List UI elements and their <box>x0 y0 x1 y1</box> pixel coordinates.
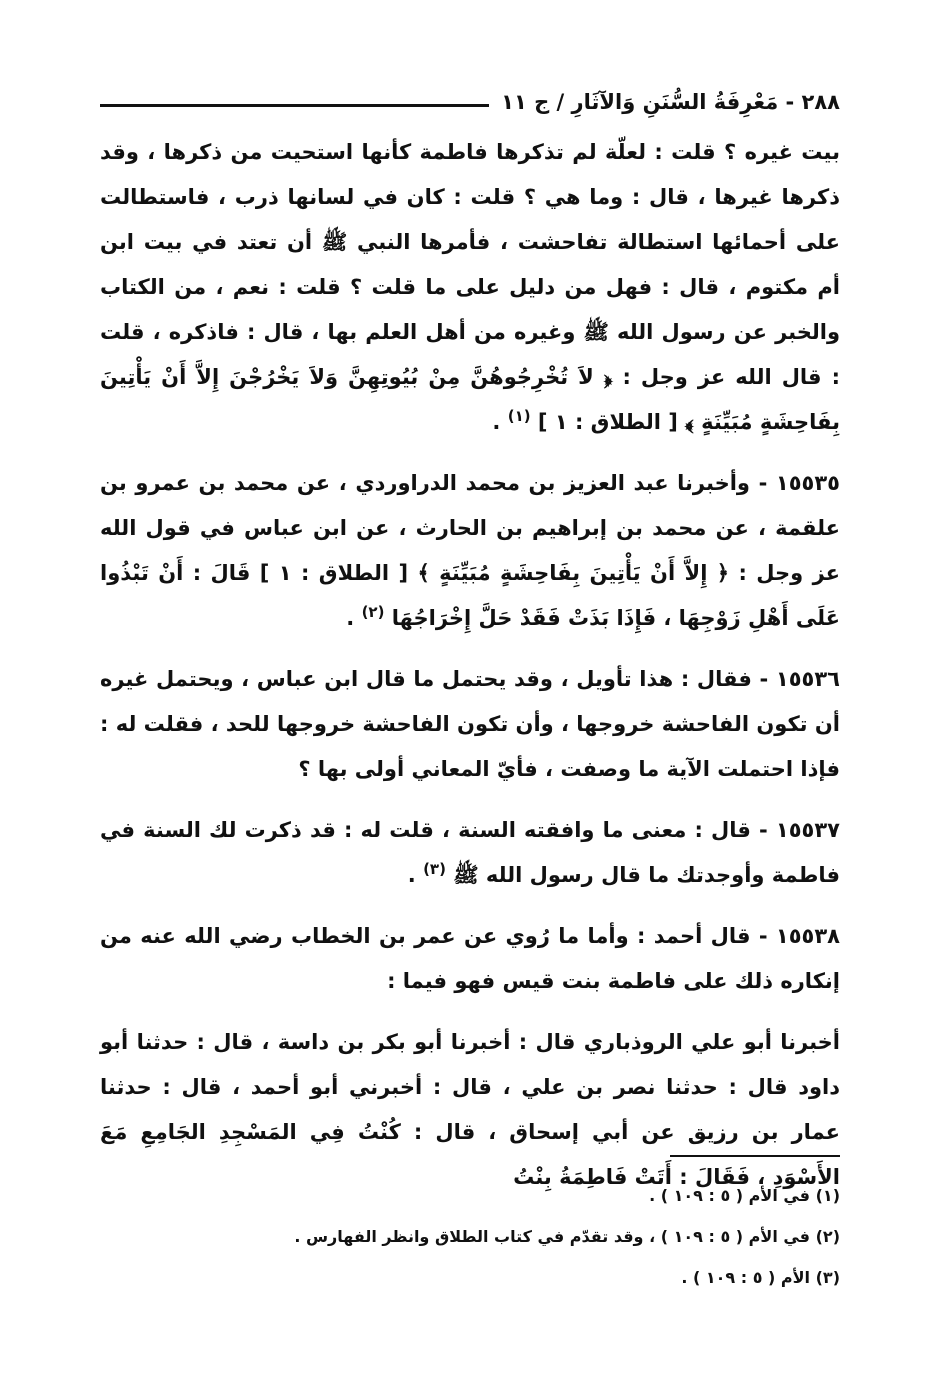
page <box>100 80 840 1320</box>
footnote-marker: (١) <box>507 407 531 425</box>
paragraph <box>100 914 840 1004</box>
paragraph-end: . <box>407 863 416 887</box>
footnote-marker: (٣) <box>423 860 446 878</box>
paragraph <box>100 1020 840 1200</box>
footnote: (١) في الأم ( ٥ : ١٠٩ ) . <box>649 1186 840 1205</box>
paragraph-text: ١٥٥٣٥ - وأخبرنا عبد العزيز بن محمد الدراوردي ، عن محمد بن عمرو بن علقمة ، عن محمد بن إبراهيم بن الحارث ، عن ابن عباس في قول الله عز وجل : ﴿ إِلاَّ أَنْ يَأْتِينَ بِفَاحِشَةٍ مُبَيِّنَةٍ ﴾ [ الطلاق : ١ ] قَالَ : أَنْ تَبْذُوا عَلَى أَهْلِ زَوْجِهَا ، فَإِذَا بَذَتْ فَقَدْ حَلَّ إِخْرَاجُهَا <box>100 471 841 630</box>
main-text <box>100 130 840 1200</box>
paragraph <box>100 130 840 445</box>
paragraph-text: ١٥٥٣٦ - فقال : هذا تأويل ، وقد يحتمل ما قال ابن عباس ، ويحتمل غيره أن تكون الفاحشة خروجها ، وأن تكون الفاحشة خروجها للحد ، فقلت له : فإذا احتملت الآية ما وصفت ، فأيّ المعاني أولى بها ؟ <box>100 667 840 781</box>
paragraph-end: . <box>492 410 501 434</box>
header-rule <box>100 104 489 107</box>
footnote-rule <box>670 1155 840 1157</box>
footnote: (٢) في الأم ( ٥ : ١٠٩ ) ، وقد تقدّم في كتاب الطلاق وانظر الفهارس . <box>294 1227 840 1246</box>
running-header <box>100 80 840 116</box>
footnotes <box>100 1175 840 1298</box>
paragraph-text: بيت غيره ؟ قلت : لعلّة لم تذكرها فاطمة كأنها استحيت من ذكرها ، وقد ذكرها غيرها ، قال : وما هي ؟ قلت : كان في لسانها ذرب ، فاستطالت على أحمائها استطالة تفاحشت ، فأمرها النبي ﷺ أن تعتد في بيت ابن أم مكتوم ، قال : فهل من دليل على ما قلت ؟ قلت : نعم ، من الكتاب والخبر عن رسول الله ﷺ وغيره من أهل العلم بها ، قال : فاذكره ، قلت : قال الله عز وجل : ﴿ لاَ تُخْرِجُوهُنَّ مِنْ بُيُوتِهِنَّ وَلاَ يَخْرُجْنَ إِلاَّ أَنْ يَأْتِينَ بِفَاحِشَةٍ مُبَيِّنَةٍ ﴾ [ الطلاق : ١ ] <box>100 140 840 434</box>
paragraph <box>100 461 840 641</box>
footnote-marker: (٢) <box>361 603 385 621</box>
footnote: (٣) الأم ( ٥ : ١٠٩ ) . <box>681 1268 840 1287</box>
paragraph-end: . <box>346 606 355 630</box>
paragraph-text: ١٥٥٣٨ - قال أحمد : وأما ما رُوي عن عمر بن الخطاب رضي الله عنه من إنكاره ذلك على فاطمة بنت قيس فهو فيما : <box>100 924 840 993</box>
paragraph <box>100 657 840 792</box>
paragraph-text: أخبرنا أبو علي الروذباري قال : أخبرنا أبو بكر بن داسة ، قال : حدثنا أبو داود قال : حدثنا نصر بن علي ، قال : أخبرني أبو أحمد ، قال : حدثنا عمار بن رزيق عن أبي إسحاق ، قال : كُنْتُ فِي المَسْجِدِ الجَامِعِ مَعَ الأَسْوَدِ ، فَقَالَ : أَتَتْ فَاطِمَةُ بِنْتُ <box>100 1030 840 1189</box>
paragraph <box>100 808 840 898</box>
paragraph-text: ١٥٥٣٧ - قال : معنى ما وافقته السنة ، قلت له : قد ذكرت لك السنة في فاطمة وأوجدتك ما قال رسول الله ﷺ <box>100 818 840 887</box>
running-title: ٢٨٨ - مَعْرِفَةُ السُّنَنِ وَالآثَارِ / ج ١١ <box>501 90 840 114</box>
